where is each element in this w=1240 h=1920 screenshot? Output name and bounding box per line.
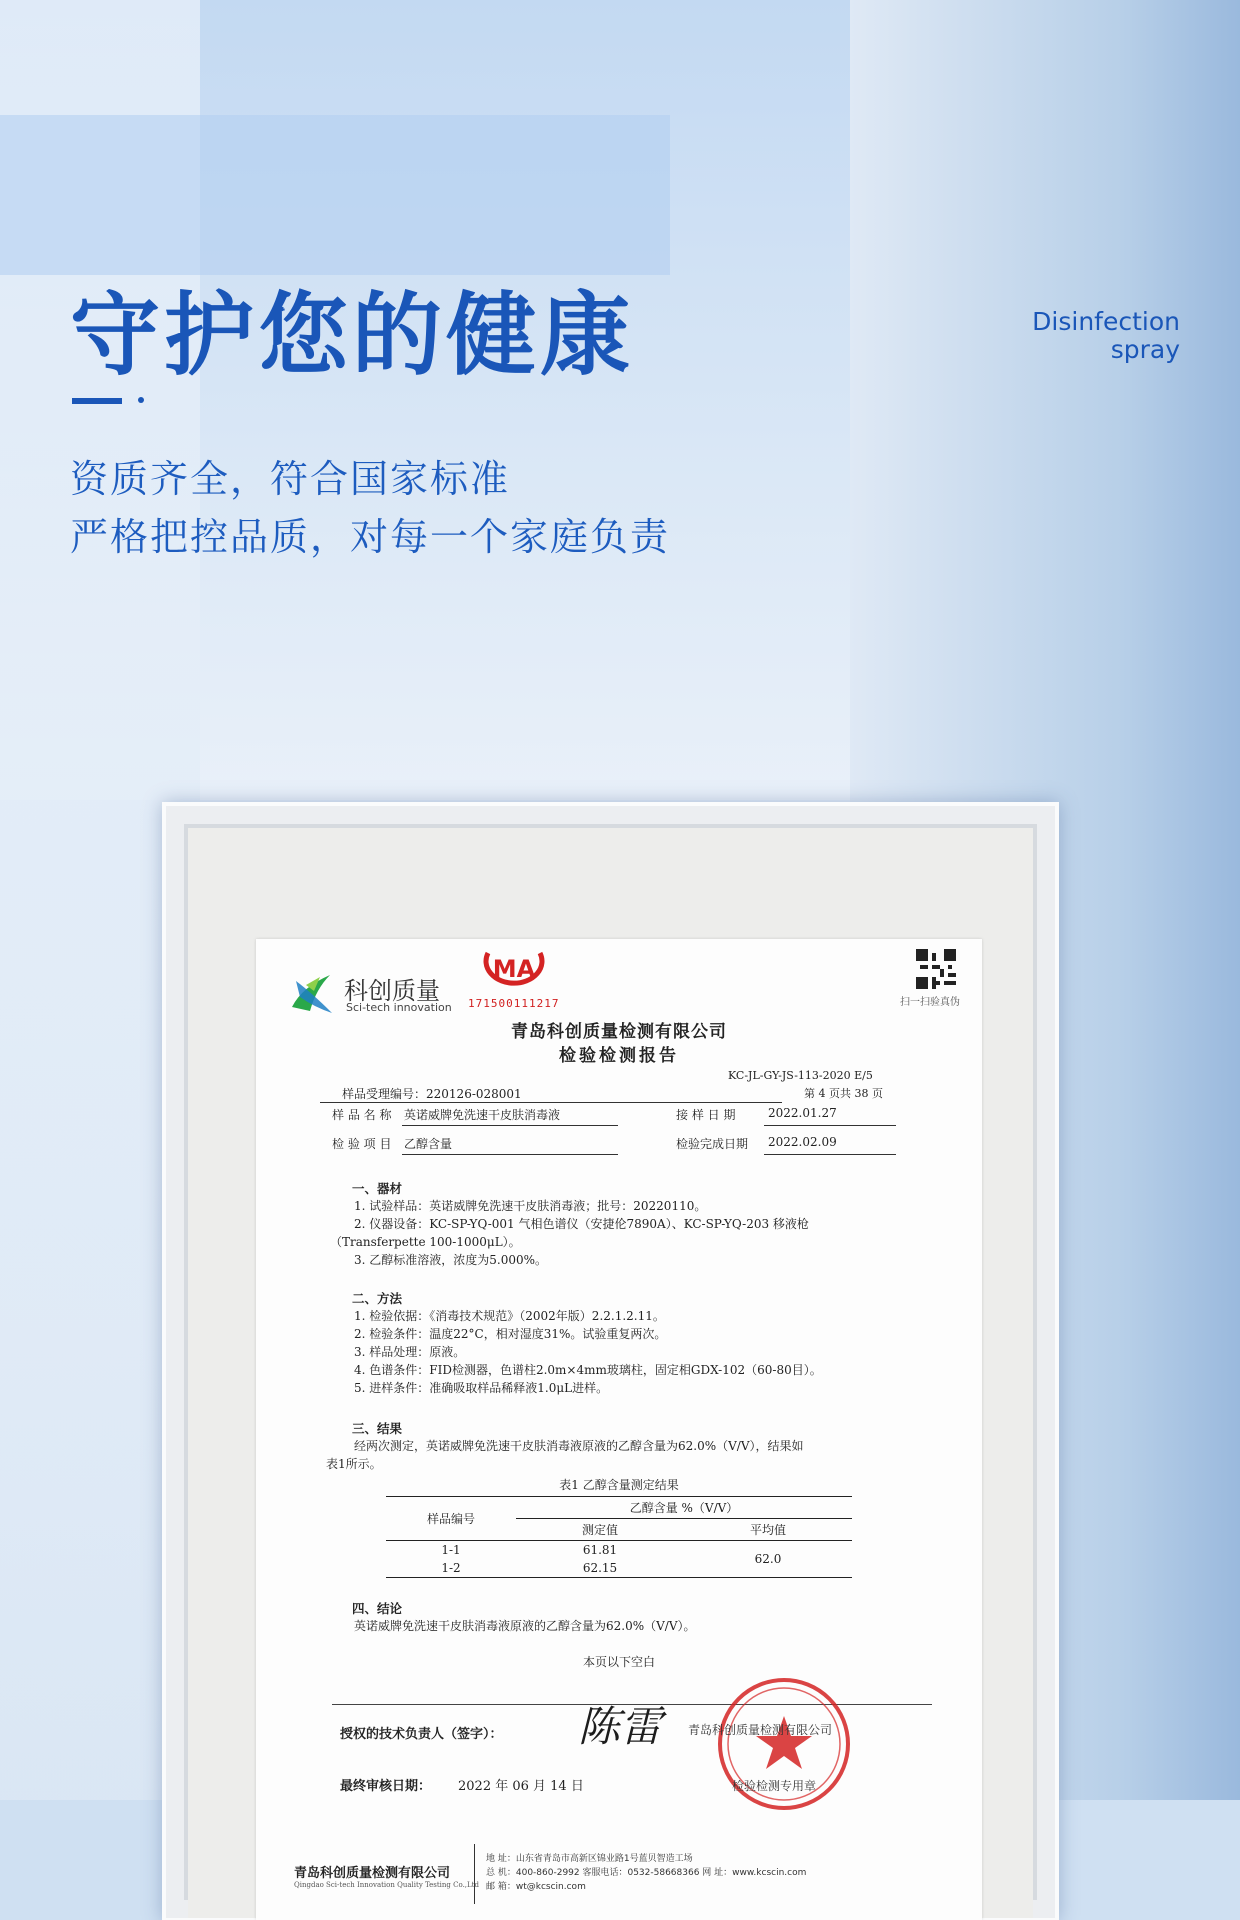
equipment-line-3: （Transferpette 100-1000μL）。 bbox=[330, 1235, 521, 1249]
footer-email: 邮 箱：wt@kcscin.com bbox=[486, 1882, 586, 1892]
sci-tech-logo-icon bbox=[286, 967, 338, 1019]
equipment-line-2: 2. 仪器设备：KC-SP-YQ-001 气相色谱仪（安捷伦7890A）、KC-SP-YQ-203 移液枪 bbox=[354, 1217, 809, 1231]
equipment-line-4: 3. 乙醇标准溶液，浓度为5.000%。 bbox=[354, 1253, 548, 1267]
equipment-line-1: 1. 试验样品：英诺威牌免洗速干皮肤消毒液；批号：20220110。 bbox=[354, 1199, 707, 1213]
table-header-average: 平均值 bbox=[749, 1523, 786, 1537]
test-item-label: 检 验 项 目 bbox=[332, 1137, 392, 1151]
qr-label: 扫一扫验真伪 bbox=[900, 997, 960, 1008]
receive-date-label: 接 样 日 期 bbox=[676, 1108, 736, 1122]
section-equipment-title: 一、器材 bbox=[352, 1181, 403, 1196]
table-average-value: 62.0 bbox=[754, 1552, 782, 1566]
bg-band bbox=[0, 115, 670, 275]
sample-number bbox=[342, 1085, 522, 1102]
test-item-rule bbox=[402, 1154, 618, 1155]
cma-mark-text: MA bbox=[492, 955, 536, 983]
receive-date-rule bbox=[764, 1125, 896, 1126]
section-method-title: 二、方法 bbox=[352, 1291, 403, 1306]
test-report-document bbox=[256, 939, 982, 1920]
page-info: 第 4 页共 38 页 bbox=[804, 1087, 883, 1100]
subtitle-line-1: 资质齐全，符合国家标准 bbox=[70, 457, 511, 501]
logo-english-name: Sci-tech innovation bbox=[346, 1001, 452, 1014]
sample-name-label: 样 品 名 称 bbox=[332, 1108, 392, 1122]
footer-phone: 总 机：400-860-2992 客服电话：0532-58668366 网 址：www.kcscin.com bbox=[486, 1868, 807, 1878]
logo-chinese-name: 科创质量 bbox=[344, 977, 440, 1005]
method-line-5: 5. 进样条件：准确吸取样品稀释液1.0μL进样。 bbox=[354, 1381, 609, 1395]
table-header-measured: 测定值 bbox=[581, 1523, 618, 1537]
seal-company: 青岛科创质量检测有限公司 bbox=[688, 1723, 833, 1737]
complete-date-value: 2022.02.09 bbox=[768, 1135, 837, 1149]
table-row-2-value: 62.15 bbox=[582, 1561, 618, 1575]
conclusion-line: 英诺威牌免洗速干皮肤消毒液原液的乙醇含量为62.0%（V/V）。 bbox=[354, 1619, 696, 1633]
field-top-rule bbox=[320, 1102, 782, 1103]
result-line-2: 表1所示。 bbox=[326, 1457, 382, 1471]
subtitle-line-2: 严格把控品质，对每一个家庭负责 bbox=[70, 515, 671, 559]
section-result-title: 三、结果 bbox=[352, 1421, 403, 1436]
method-line-3: 3. 样品处理：原液。 bbox=[354, 1345, 466, 1359]
section-method-body bbox=[354, 1307, 954, 1397]
complete-date-label: 检验完成日期 bbox=[676, 1137, 749, 1151]
signer-label: 授权的技术负责人（签字）： bbox=[340, 1727, 503, 1742]
review-label: 最终审核日期： bbox=[340, 1779, 432, 1794]
page-title: 守护您的健康 bbox=[70, 283, 634, 388]
seal-label: 检验检测专用章 bbox=[732, 1779, 817, 1793]
table-row-1-id: 1-1 bbox=[441, 1543, 461, 1557]
footer-company-en: Qingdao Sci-tech Innovation Quality Testing Co.,Ltd bbox=[294, 1881, 479, 1889]
section-conclusion-title: 四、结论 bbox=[352, 1601, 403, 1616]
cma-number: 171500111217 bbox=[468, 997, 560, 1010]
sample-number-value: 220126-028001 bbox=[426, 1087, 522, 1101]
result-line-1: 经两次测定，英诺威牌免洗速干皮肤消毒液原液的乙醇含量为62.0%（V/V），结果如 bbox=[354, 1439, 804, 1453]
complete-date-rule bbox=[764, 1154, 896, 1155]
method-line-1: 1. 检验依据：《消毒技术规范》（2002年版）2.2.1.2.11。 bbox=[354, 1309, 665, 1323]
method-line-4: 4. 色谱条件：FID检测器，色谱柱2.0m×4mm玻璃柱，固定相GDX-102（60-80目）。 bbox=[354, 1363, 822, 1377]
table-header-group: 乙醇含量 %（V/V） bbox=[516, 1497, 852, 1519]
result-table bbox=[386, 1496, 852, 1578]
cma-mark-icon bbox=[474, 945, 554, 995]
title-underline bbox=[72, 398, 122, 404]
footer-company: 青岛科创质量检测有限公司 bbox=[294, 1866, 451, 1881]
document-code: KC-JL-GY-JS-113-2020 E/5 bbox=[728, 1069, 873, 1082]
test-item-value: 乙醇含量 bbox=[404, 1137, 453, 1151]
sample-name-rule bbox=[402, 1125, 618, 1126]
footer-divider bbox=[474, 1844, 475, 1904]
section-equipment-body bbox=[330, 1197, 954, 1269]
sample-name-value: 英诺威牌免洗速干皮肤消毒液 bbox=[404, 1108, 561, 1122]
report-company: 青岛科创质量检测有限公司 bbox=[511, 1022, 727, 1042]
english-tagline bbox=[1032, 308, 1180, 364]
english-tagline-2: spray bbox=[1110, 335, 1180, 364]
report-title: 检验检测报告 bbox=[559, 1046, 679, 1066]
sample-number-label: 样品受理编号： bbox=[342, 1087, 427, 1101]
receive-date-value: 2022.01.27 bbox=[768, 1106, 837, 1120]
qr-code-icon bbox=[916, 949, 956, 989]
table-caption: 表1 乙醇含量测定结果 bbox=[559, 1478, 679, 1492]
english-tagline-1: Disinfection bbox=[1032, 307, 1180, 336]
table-row-1-value: 61.81 bbox=[582, 1543, 618, 1557]
table-row-2-id: 1-2 bbox=[441, 1561, 461, 1575]
footer-address: 地 址：山东省青岛市高新区锦业路1号蓝贝智造工场 bbox=[486, 1854, 693, 1864]
blank-note: 本页以下空白 bbox=[582, 1655, 655, 1669]
method-line-2: 2. 检验条件：温度22°C，相对湿度31%。试验重复两次。 bbox=[354, 1327, 667, 1341]
signer-signature: 陈雷 bbox=[578, 1702, 663, 1751]
table-header-sample: 样品编号 bbox=[426, 1512, 475, 1526]
review-date: 2022 年 06 月 14 日 bbox=[458, 1779, 584, 1794]
title-dot bbox=[138, 397, 144, 403]
